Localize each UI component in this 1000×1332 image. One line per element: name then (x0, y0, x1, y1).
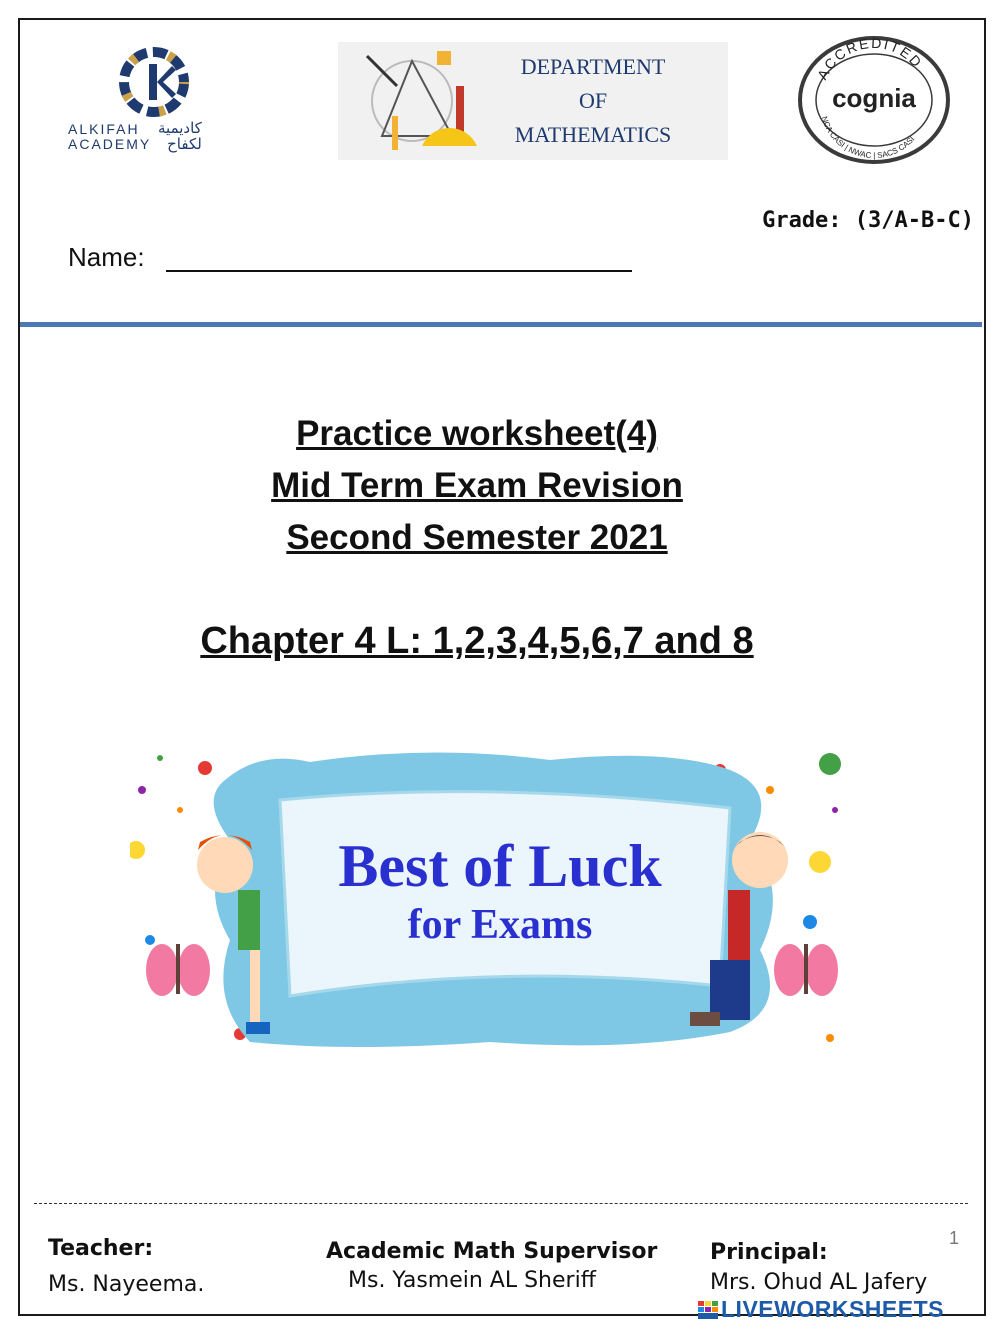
grade-label: Grade: (3/A-B-C) (762, 208, 974, 233)
title-line-2: Mid Term Exam Revision (271, 466, 683, 505)
department-line-2: OF (578, 88, 608, 113)
butterfly-left-icon (146, 944, 210, 996)
liveworksheets-logo-icon (698, 1301, 718, 1319)
department-title (498, 50, 688, 152)
accreditor-footer: NCA CASI | NWAC | SACS CASI (819, 115, 917, 161)
name-label: Name: (68, 242, 145, 272)
cognia-accreditation-seal (794, 34, 954, 166)
school-name-ar: كاديمية لكفاح (158, 119, 202, 153)
teacher-name: Ms. Nayeema. (48, 1272, 205, 1297)
title-line-1: Practice worksheet(4) (296, 414, 658, 453)
supervisor-label: Academic Math Supervisor (326, 1239, 658, 1264)
worksheet-title-block (0, 408, 954, 564)
school-name-en: ALKIFAH ACADEMY (68, 121, 152, 152)
accredited-text: ACCREDITED (813, 34, 927, 83)
principal-label: Principal: (710, 1240, 828, 1265)
footer-divider (34, 1203, 968, 1204)
cognia-wordmark: cognia (832, 83, 916, 113)
page-number: 1 (949, 1228, 960, 1248)
department-line-3: MATHEMATICS (514, 122, 672, 147)
geometry-tools-icon (352, 46, 482, 156)
liveworksheets-watermark (698, 1296, 944, 1323)
title-line-3: Second Semester 2021 (286, 518, 668, 557)
principal-name: Mrs. Ohud AL Jafery (710, 1270, 928, 1295)
banner-line-1: Best of Luck (338, 833, 662, 899)
supervisor-name: Ms. Yasmein AL Sheriff (348, 1268, 596, 1293)
chapter-title: Chapter 4 L: 1,2,3,4,5,6,7 and 8 (200, 620, 754, 662)
teacher-label: Teacher: (48, 1236, 154, 1261)
banner-line-2: for Exams (407, 902, 593, 948)
department-banner (338, 42, 728, 160)
header-divider (20, 322, 982, 327)
liveworksheets-text: LIVEWORKSHEETS (721, 1296, 944, 1322)
butterfly-right-icon (774, 944, 838, 996)
name-field-line[interactable] (166, 270, 632, 272)
department-line-1: DEPARTMENT (520, 54, 666, 79)
best-of-luck-banner (130, 750, 846, 1052)
